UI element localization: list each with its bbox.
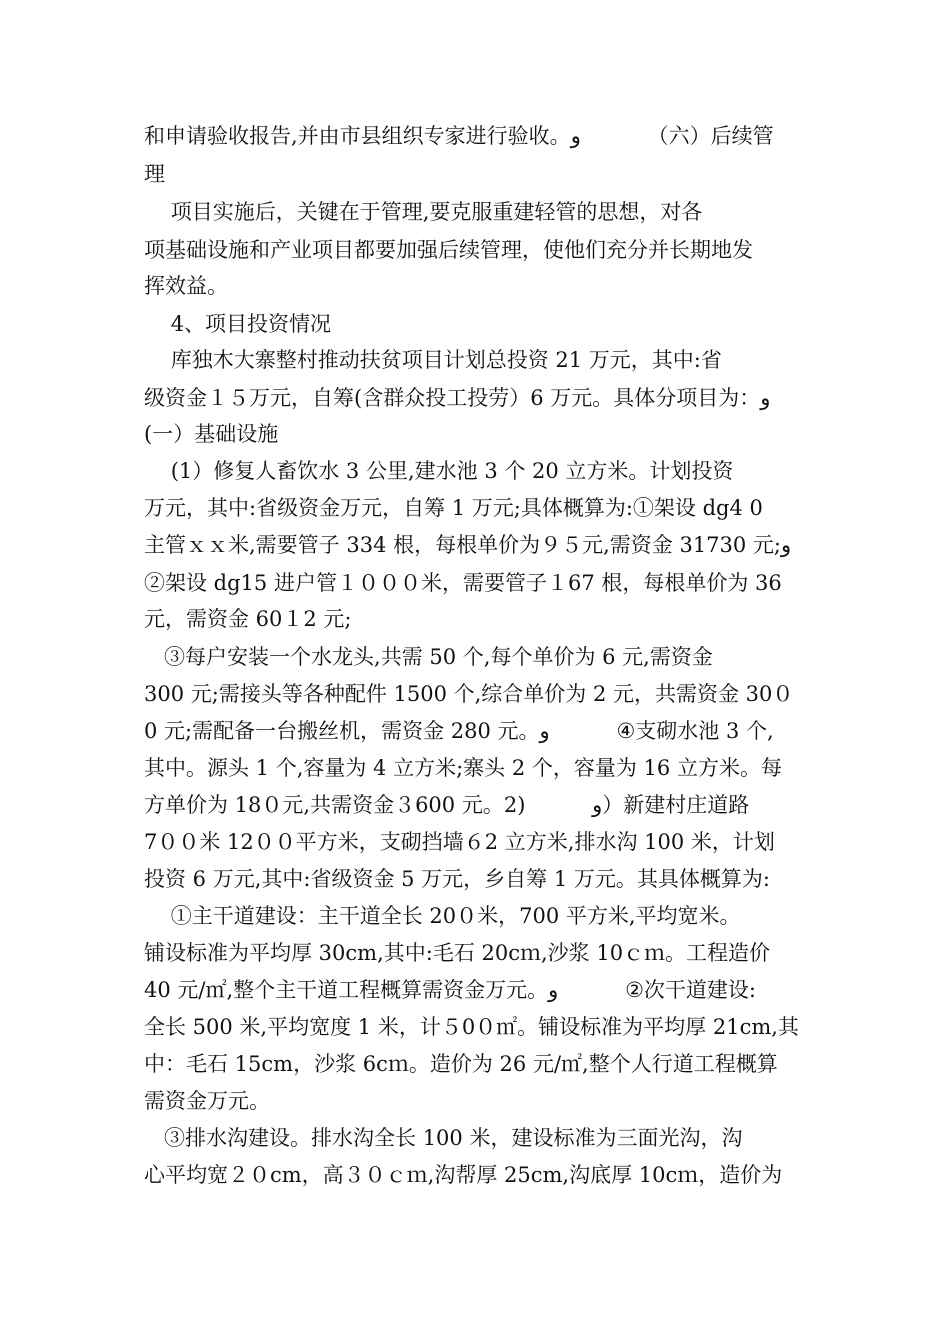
text-line: 0 元;需配备一台搬丝机，需资金 280 元。و ④支砌水池 3 个, bbox=[144, 719, 774, 743]
text-line: 挥效益。 bbox=[144, 274, 228, 298]
text-line: 40 元/㎡,整个主干道工程概算需资金万元。و ②次干道建设: bbox=[144, 978, 756, 1002]
text-line: 主管ｘｘ米,需要管子 334 根，每根单价为９５元,需资金 31730 元;و bbox=[144, 533, 792, 557]
text-line: 理 bbox=[144, 162, 165, 186]
text-line: 库独木大寨整村推动扶贫项目计划总投资 21 万元，其中:省 bbox=[144, 348, 722, 372]
text-line: ①主干道建设：主干道全长 20０米，700 平方米,平均宽米。 bbox=[144, 904, 741, 928]
text-line: 全长 500 米,平均宽度 1 米，计５0０㎡。铺设标准为平均厚 21cm,其 bbox=[144, 1015, 799, 1039]
text-line: 项基础设施和产业项目都要加强后续管理，使他们充分并长期地发 bbox=[144, 238, 753, 262]
text-line: 7００米 12００平方米，支砌挡墙６2 立方米,排水沟 100 米，计划 bbox=[144, 830, 775, 854]
text-line: ③排水沟建设。排水沟全长 100 米，建设标准为三面光沟，沟 bbox=[144, 1126, 743, 1150]
text-line: ②架设 dg15 进户管１０００米，需要管子１67 根，每根单价为 36 bbox=[144, 571, 782, 595]
text-line: 心平均宽２０cm，高３０ｃｍ,沟帮厚 25cm,沟底厚 10cｍ，造价为 bbox=[144, 1163, 783, 1187]
text-line: ③每户安装一个水龙头,共需 50 个,每个单价为 6 元,需资金 bbox=[144, 645, 713, 669]
text-line: 项目实施后，关键在于管理,要克服重建轻管的思想，对各 bbox=[144, 200, 703, 224]
subsection-heading: (一）基础设施 bbox=[144, 422, 279, 446]
text-line: 铺设标准为平均厚 30cm,其中:毛石 20cｍ,沙浆 10ｃｍ。工程造价 bbox=[144, 941, 771, 965]
text-line: (1）修复人畜饮水 3 公里,建水池 3 个 20 立方米。计划投资 bbox=[144, 459, 734, 483]
text-line: 需资金万元。 bbox=[144, 1089, 270, 1113]
text-line: 万元，其中:省级资金万元，自筹 1 万元;具体概算为:①架设 dg4 0 bbox=[144, 496, 763, 520]
text-line: 和申请验收报告,并由市县组织专家进行验收。و （六）后续管 bbox=[144, 124, 774, 148]
text-line: 中：毛石 15cm，沙浆 6cｍ。造价为 26 元/㎡,整个人行道工程概算 bbox=[144, 1052, 778, 1076]
section-heading: 4、项目投资情况 bbox=[144, 312, 332, 336]
text-line: 方单价为 18０元,共需资金３600 元。2) و）新建村庄道路 bbox=[144, 793, 750, 817]
text-line: 级资金１５万元，自筹(含群众投工投劳）6 万元。具体分项目为：و bbox=[144, 386, 771, 410]
text-line: 300 元;需接头等各种配件 1500 个,综合单价为 2 元，共需资金 30０ bbox=[144, 682, 794, 706]
text-line: 其中。源头 1 个,容量为 4 立方米;寨头 2 个，容量为 16 立方米。每 bbox=[144, 756, 782, 780]
text-line: 投资 6 万元,其中:省级资金 5 万元，乡自筹 1 万元。其具体概算为: bbox=[144, 867, 770, 891]
text-line: 元，需资金 60１2 元; bbox=[144, 607, 352, 631]
